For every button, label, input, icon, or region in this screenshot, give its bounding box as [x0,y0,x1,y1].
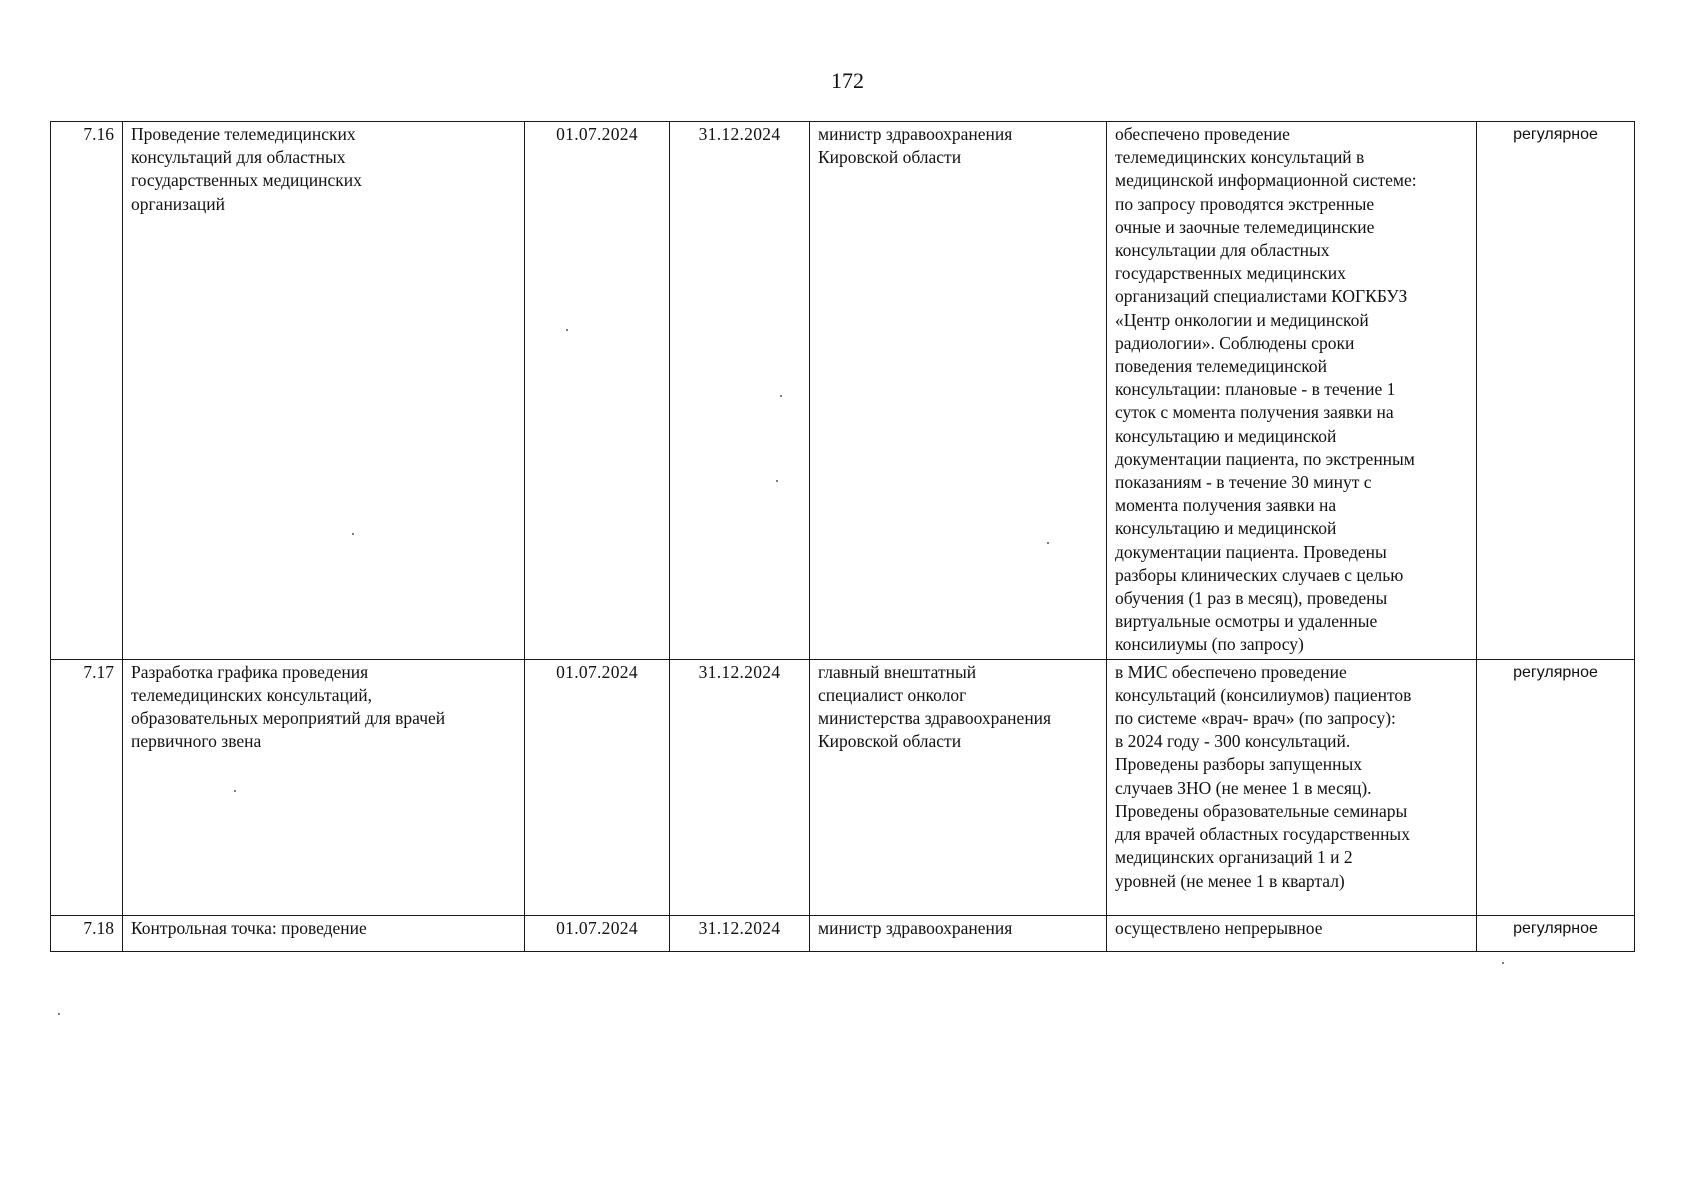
responsible-person [810,122,1107,660]
result-description-line: государственных медицинских [1115,263,1346,284]
responsible-person-line: специалист онколог [818,684,967,705]
table-row [51,915,1635,951]
result-description-line: уровней (не менее 1 в квартал) [1115,870,1345,891]
result-description-line: радиологии». Соблюдены сроки [1115,332,1355,353]
end-date: 31.12.2024 [670,659,810,915]
end-date: 31.12.2024 [670,915,810,951]
result-description-line: консилиумы (по запросу) [1115,634,1304,655]
result-description-line: документации пациента. Проведены [1115,541,1387,562]
task-description-line: Контрольная точка: проведение [131,917,367,938]
result-description-line: медицинских организаций 1 и 2 [1115,847,1353,868]
result-description-line: поведения телемедицинской [1115,356,1328,377]
result-description-line: документации пациента, по экстренным [1115,448,1415,469]
result-description-line: консультацию и медицинской [1115,425,1337,446]
result-description-line: обеспечено проведение [1115,124,1290,144]
result-description-line: по системе «врач- врач» (по запросу): [1115,708,1396,729]
responsible-person [810,915,1107,951]
scan-speck [566,329,568,331]
result-description-line: показаниям - в течение 30 минут с [1115,472,1372,493]
end-date: 31.12.2024 [670,122,810,660]
result-type: регулярное [1477,915,1635,951]
scan-speck [780,395,782,397]
result-description-line: телемедицинских консультаций в [1115,147,1365,168]
responsible-person-line: Кировской области [818,147,962,168]
result-description-line: осуществлено непрерывное [1115,917,1323,938]
result-description-line: организаций специалистами КОГКБУЗ [1115,286,1408,307]
task-description-line: телемедицинских консультаций, [131,684,373,705]
task-description-line: консультаций для областных [131,147,346,168]
result-description-line: консультацию и медицинской [1115,518,1337,539]
responsible-person-line: главный внештатный [818,661,977,682]
result-description-line: разборы клинических случаев с целью [1115,564,1404,585]
result-description-line: Проведены разборы запущенных [1115,754,1363,775]
task-description-line: организаций [131,193,225,214]
result-description-line: медицинской информационной системе: [1115,170,1417,191]
task-description [123,659,525,915]
scan-speck [1047,542,1049,544]
start-date: 01.07.2024 [525,659,670,915]
result-description-line: консультаций (консилиумов) пациентов [1115,684,1412,705]
item-number: 7.16 [51,122,123,660]
scan-speck [234,790,236,792]
result-description [1107,915,1477,951]
task-description-line: первичного звена [131,731,262,752]
result-description-line: «Центр онкологии и медицинской [1115,309,1369,330]
result-type: регулярное [1477,659,1635,915]
result-description-line: суток с момента получения заявки на [1115,402,1394,423]
result-description-line: момента получения заявки на [1115,495,1337,516]
responsible-person [810,659,1107,915]
result-description-line: консультации для областных [1115,240,1330,261]
task-description [123,915,525,951]
responsible-person-line: Кировской области [818,731,962,752]
task-description-line: Проведение телемедицинских [131,124,356,144]
start-date: 01.07.2024 [525,915,670,951]
scan-speck [58,1013,60,1015]
start-date: 01.07.2024 [525,122,670,660]
result-description [1107,122,1477,660]
responsible-person-line: министерства здравоохранения [818,708,1052,729]
result-description-line: обучения (1 раз в месяц), проведены [1115,588,1388,609]
table-row [51,122,1635,660]
item-number: 7.18 [51,915,123,951]
scan-speck [1502,962,1504,964]
task-description-line: образовательных мероприятий для врачей [131,708,446,729]
result-description-line: для врачей областных государственных [1115,824,1410,845]
result-description-line: консультации: плановые - в течение 1 [1115,379,1396,400]
table-row [51,659,1635,915]
result-description [1107,659,1477,915]
task-description-line: Разработка графика проведения [131,661,369,682]
scan-speck [776,480,778,482]
result-description-line: в МИС обеспечено проведение [1115,661,1347,682]
result-description-line: очные и заочные телемедицинские [1115,216,1375,237]
result-description-line: Проведены образовательные семинары [1115,800,1408,821]
page-number: 172 [831,68,864,93]
item-number: 7.17 [51,659,123,915]
scan-speck [352,533,354,535]
result-description-line: случаев ЗНО (не менее 1 в месяц). [1115,777,1372,798]
responsible-person-line: министр здравоохранения [818,917,1013,938]
task-description [123,122,525,660]
result-description-line: по запросу проводятся экстренные [1115,193,1375,214]
result-type: регулярное [1477,122,1635,660]
plan-table [50,121,1635,952]
task-description-line: государственных медицинских [131,170,362,191]
result-description-line: в 2024 году - 300 консультаций. [1115,731,1351,752]
responsible-person-line: министр здравоохранения [818,124,1013,144]
result-description-line: виртуальные осмотры и удаленные [1115,611,1378,632]
